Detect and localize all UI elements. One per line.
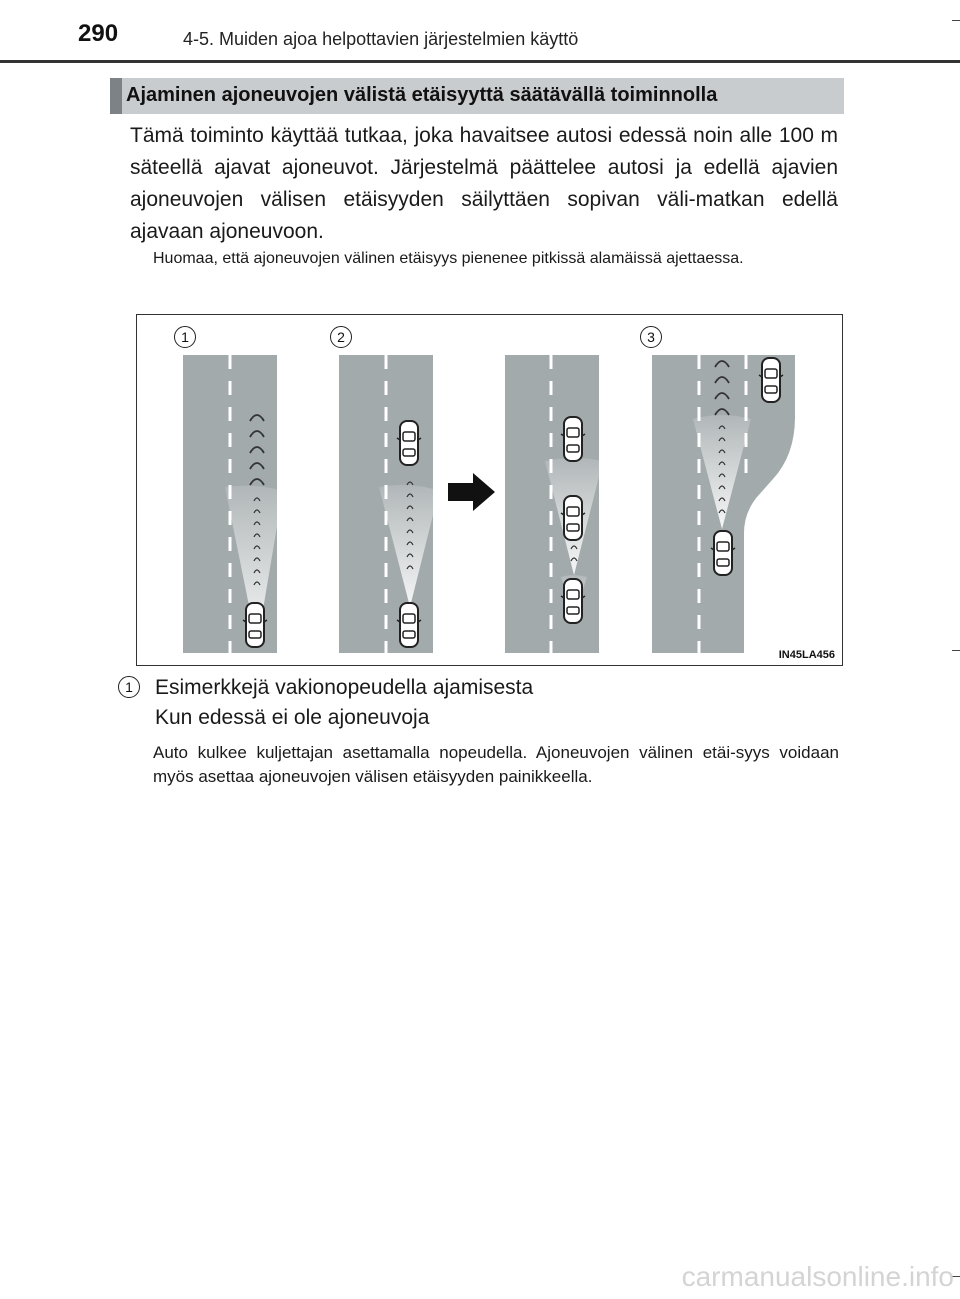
chapter-title: 4-5. Muiden ajoa helpottavien järjestelmien käyttö bbox=[183, 29, 579, 49]
radar-illustration bbox=[136, 314, 843, 666]
callout-3: 3 bbox=[640, 326, 662, 348]
section-title: Ajaminen ajoneuvojen välistä etäisyyttä säätävällä toiminnolla bbox=[126, 84, 718, 106]
radar-diagram bbox=[137, 315, 844, 667]
callout-1: 1 bbox=[174, 326, 196, 348]
crop-mark-top bbox=[952, 20, 960, 21]
road-scenario-2 bbox=[339, 355, 439, 653]
figure-code: IN45LA456 bbox=[778, 649, 835, 661]
road-scenario-1 bbox=[183, 355, 283, 653]
item-1-subheading: Kun edessä ei ole ajoneuvoja bbox=[155, 706, 430, 729]
note-paragraph: Huomaa, että ajoneuvojen välinen etäisyys pienenee pitkissä alamäissä ajettaessa. bbox=[153, 250, 744, 267]
item-1-heading: Esimerkkejä vakionopeudella ajamisesta bbox=[155, 676, 534, 699]
item-1-number: 1 bbox=[118, 676, 140, 698]
header-rule bbox=[0, 60, 960, 63]
road-scenario-3-merge bbox=[652, 355, 795, 653]
crop-mark-middle bbox=[952, 650, 960, 651]
item-1-paragraph: Auto kulkee kuljettajan asettamalla nopeudella. Ajoneuvojen välinen etäi-syys voidaan myös asettaa ajoneuvojen välisen etäisyyden painikkeella. bbox=[153, 743, 839, 786]
callout-2: 2 bbox=[330, 326, 352, 348]
transition-arrow bbox=[448, 473, 495, 511]
road-scenario-3 bbox=[505, 355, 603, 653]
watermark: carmanualsonline.info bbox=[681, 1261, 954, 1292]
intro-paragraph: Tämä toiminto käyttää tutkaa, joka havaitsee autosi edessä noin alle 100 m säteellä ajavat ajoneuvot. Järjestelmä päättelee autosi ja edellä ajavien ajoneuvojen välisen etäisyyden säilyttäen sopivan väli-matkan edellä ajavaan ajoneuvoon. bbox=[130, 124, 838, 243]
page-number: 290 bbox=[78, 20, 119, 47]
